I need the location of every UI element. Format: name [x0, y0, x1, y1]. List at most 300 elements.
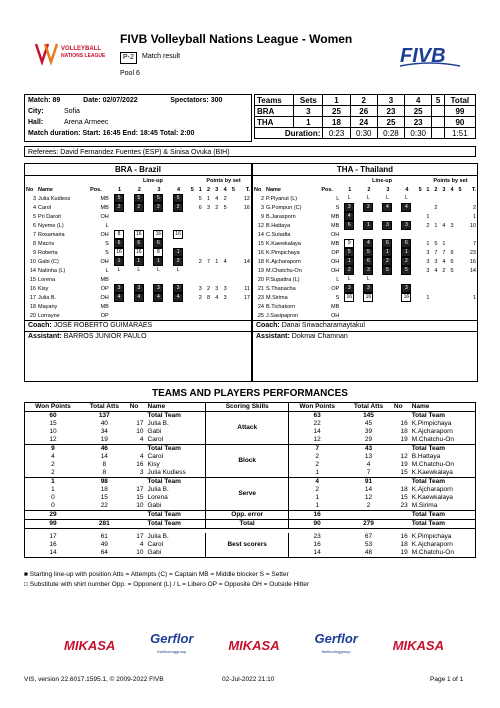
- perf-header: Won Points: [299, 403, 335, 410]
- lineup-cell: 1: [344, 257, 354, 266]
- lineup-cell: L: [176, 267, 180, 273]
- score-cell: 23: [405, 117, 432, 128]
- player-total: [238, 311, 251, 320]
- perf-cell: Total Team: [147, 445, 181, 452]
- perf-cell: 15: [400, 469, 408, 476]
- perf-cell: K.Pimpichaya: [411, 420, 452, 427]
- set-points: [432, 293, 440, 302]
- set-points: 4: [223, 258, 227, 265]
- lineup-cell: 8: [114, 230, 124, 239]
- player-row: [25, 230, 251, 239]
- set-points: 1: [426, 240, 430, 247]
- player-number: 16: [257, 249, 264, 256]
- assistant-name: BARROS JUNIOR PAULO: [63, 333, 147, 340]
- duration-label: Duration:: [255, 128, 323, 139]
- player-number: 20: [29, 312, 36, 319]
- player-row: [25, 257, 251, 266]
- perf-cell: 19: [400, 436, 408, 443]
- player-row: [25, 212, 251, 221]
- set-points: [440, 293, 448, 302]
- sponsor-logo: MIKASA: [64, 638, 116, 653]
- set-points: [456, 230, 464, 239]
- set-points: [432, 311, 440, 320]
- set-points: [221, 212, 229, 221]
- perf-cell: Julia B.: [147, 420, 169, 427]
- lineup-cell: L: [347, 276, 351, 282]
- player-number: 19: [257, 267, 264, 274]
- set-points: 5: [450, 267, 454, 274]
- column-header: Pos.: [321, 186, 333, 193]
- skill-name: Block: [206, 445, 289, 478]
- set-points: 2: [434, 204, 438, 211]
- set-number: 2: [206, 186, 211, 193]
- perf-cell: 4: [139, 541, 144, 548]
- set-points: [204, 239, 212, 248]
- set-points: [213, 239, 221, 248]
- team-name: THA - Thailand: [253, 164, 477, 176]
- player-total: [464, 275, 477, 284]
- lineup-cell: L: [405, 195, 408, 201]
- set-number: 4: [450, 186, 454, 193]
- set-points: [204, 275, 212, 284]
- player-name: C.Sutadta: [266, 231, 291, 238]
- set-number: 1: [198, 186, 202, 193]
- player-row: [25, 248, 251, 257]
- lineup-cell: 2: [153, 203, 163, 212]
- set-points: 2: [442, 267, 446, 274]
- set-points: 4: [442, 258, 446, 265]
- lineup-cell: 1: [134, 257, 144, 266]
- player-row: [253, 266, 477, 275]
- player-total: [238, 221, 251, 230]
- player-name: Rosamaria: [38, 231, 65, 238]
- assistant-name: Dokmai Chamnan: [291, 333, 348, 340]
- column-header: No: [26, 186, 34, 193]
- lineup-cell: 4: [363, 239, 373, 248]
- player-number: 6: [32, 222, 36, 229]
- perf-cell: 279: [363, 520, 374, 527]
- set-points: [440, 302, 448, 311]
- player-number: 12: [257, 222, 264, 229]
- perf-cell: K.Pimpichaya: [411, 533, 452, 540]
- set-points: [432, 284, 440, 293]
- player-position: OP: [100, 312, 109, 319]
- perf-cell: 12: [364, 494, 373, 501]
- set-points: [456, 248, 464, 257]
- perf-cell: 10: [136, 502, 144, 509]
- set-points: 1: [426, 294, 430, 301]
- set-points: [196, 248, 204, 257]
- perf-cell: 14: [49, 549, 57, 556]
- set-points: [196, 230, 204, 239]
- perf-cell: Carol: [147, 436, 164, 443]
- player-name: G.Pompun (C): [266, 204, 302, 211]
- perf-cell: Total Team: [411, 520, 446, 527]
- player-name: Nyeme (L): [38, 222, 64, 229]
- svg-text:NATIONS LEAGUE: NATIONS LEAGUE: [61, 53, 106, 59]
- duration-cell: 0:30: [405, 128, 432, 139]
- set-points: [204, 311, 212, 320]
- set-points: 6: [198, 204, 202, 211]
- set-points: [204, 212, 212, 221]
- perf-cell: 40: [100, 420, 108, 427]
- set-points: [440, 311, 448, 320]
- assistant-label: Assistant:: [256, 333, 290, 340]
- player-total: [238, 239, 251, 248]
- footer-page: Page 1 of 1: [430, 676, 464, 683]
- player-name: Roberta: [38, 249, 58, 256]
- player-total: [464, 284, 477, 293]
- set-number: 3: [386, 186, 390, 193]
- player-name: Kisy: [38, 285, 49, 292]
- player-position: MB: [100, 204, 109, 211]
- skill-name: Best scorers: [206, 533, 289, 558]
- perf-cell: 48: [364, 549, 373, 556]
- sponsor-logo: Gerflor theflooringgroup: [314, 631, 358, 654]
- perf-cell: 16: [49, 541, 57, 548]
- score-cell: 3: [294, 106, 323, 117]
- player-position: MB: [100, 276, 109, 283]
- player-name: P.Piyanut (L): [266, 195, 298, 202]
- score-header: 1: [323, 95, 350, 106]
- svg-text:FIVB: FIVB: [400, 45, 446, 67]
- column-header: T.: [245, 186, 250, 193]
- player-position: OP: [331, 249, 340, 256]
- player-row: [253, 239, 477, 248]
- set-number: 2: [137, 186, 141, 193]
- player-total: 16: [469, 258, 476, 265]
- lineup-cell: 6: [401, 239, 411, 248]
- perf-cell: 17: [136, 533, 144, 540]
- footer-datetime: 02-Jul-2022 21:10: [222, 676, 275, 683]
- lineup-cell: 2: [382, 257, 392, 266]
- set-points: [213, 230, 221, 239]
- set-number: 5: [418, 186, 422, 193]
- player-position: OH: [331, 267, 340, 274]
- lineup-cell: 5: [173, 194, 183, 203]
- set-points: [229, 257, 237, 266]
- perf-cell: 4: [139, 436, 144, 443]
- set-points: [196, 239, 204, 248]
- perf-cell: 43: [364, 445, 373, 452]
- lineup-cell: 3: [344, 284, 354, 293]
- lineup-cell: 5: [344, 248, 354, 257]
- lineup-cell: 16: [173, 230, 183, 239]
- player-number: 10: [29, 258, 36, 265]
- perf-header: No: [129, 403, 139, 410]
- match-info: [24, 94, 252, 142]
- score-cell: 25: [377, 117, 404, 128]
- city-label: City:: [28, 108, 44, 115]
- lineup-cell: 9: [344, 239, 354, 248]
- lineup-cell: 16: [363, 293, 373, 302]
- perf-cell: 13: [364, 453, 373, 460]
- player-number: 9: [32, 249, 36, 256]
- player-position: MB: [331, 222, 340, 229]
- lineup-cell: 4: [401, 203, 411, 212]
- set-points: [440, 284, 448, 293]
- set-number: 1: [348, 186, 352, 193]
- player-total: 1: [472, 213, 476, 220]
- perf-cell: 4: [51, 453, 55, 460]
- perf-cell: 63: [313, 412, 321, 419]
- perf-cell: 18: [400, 486, 408, 493]
- perf-cell: 0: [51, 502, 55, 509]
- set-number: 3: [442, 186, 446, 193]
- match-date: Date: 02/07/2022: [83, 97, 138, 104]
- player-total: 10: [469, 222, 476, 229]
- perf-cell: Carol: [147, 453, 164, 460]
- lineup-cell: L: [366, 195, 370, 201]
- lineup-cell: 16: [134, 248, 144, 257]
- perf-cell: K.Ajcharaporn: [411, 428, 453, 435]
- set-points: [221, 230, 229, 239]
- set-points: 3: [426, 249, 430, 256]
- set-points: [196, 275, 204, 284]
- player-name: Julia Kudiess: [38, 195, 71, 202]
- player-number: 16: [29, 285, 36, 292]
- svg-text:VOLLEYBALL: VOLLEYBALL: [61, 46, 101, 52]
- perf-cell: 1: [51, 486, 55, 493]
- lineup-cell: 16: [134, 230, 144, 239]
- perf-cell: B.Hattaya: [411, 453, 441, 460]
- lineup-cell: 2: [173, 203, 183, 212]
- column-header: Pos.: [90, 186, 102, 193]
- lineup-cell: 4: [134, 293, 144, 302]
- set-points: [440, 230, 448, 239]
- set-points: [229, 275, 237, 284]
- lineup-cell: L: [386, 195, 389, 201]
- sponsor-logo: MIKASA: [392, 638, 444, 653]
- set-points: 4: [434, 267, 438, 274]
- set-points: 5: [198, 195, 202, 202]
- city-value: Sofia: [64, 108, 80, 115]
- set-points: [448, 302, 456, 311]
- duration-cell: 1:51: [444, 128, 475, 139]
- score-header: 3: [377, 95, 404, 106]
- player-name: K.Ajcharaporn: [266, 258, 301, 265]
- player-total: 11: [244, 285, 250, 292]
- skill-name: Serve: [206, 478, 289, 511]
- perf-cell: 19: [400, 549, 408, 556]
- player-row: [25, 275, 251, 284]
- set-points: 3: [426, 267, 430, 274]
- perf-cell: 22: [100, 502, 108, 509]
- lineup-cell: 2: [114, 203, 124, 212]
- perf-cell: [392, 520, 410, 529]
- set-points: [448, 293, 456, 302]
- sponsor-logo: MIKASA: [228, 638, 280, 653]
- perf-cell: 18: [400, 541, 408, 548]
- perf-cell: 17: [49, 533, 57, 540]
- score-header: Teams: [255, 95, 294, 106]
- duration-cell: 0:30: [350, 128, 377, 139]
- lineup-cell: 2: [344, 266, 354, 275]
- set-points: 3: [215, 285, 219, 292]
- score-cell: 23: [377, 106, 404, 117]
- lineup-cell: 6: [344, 221, 354, 230]
- set-points: [456, 239, 464, 248]
- perf-cell: 14: [313, 549, 321, 556]
- score-cell: 26: [350, 106, 377, 117]
- perf-cell: K.Kaewkalaya: [411, 494, 453, 501]
- lineup-cell: 4: [153, 293, 163, 302]
- perf-cell: Lorena: [147, 494, 168, 501]
- perf-cell: 2: [366, 502, 371, 509]
- perf-cell: Julia B.: [147, 533, 169, 540]
- player-position: L: [105, 267, 109, 274]
- set-points: [213, 248, 221, 257]
- perf-cell: 2: [315, 461, 319, 468]
- player-name: Pri Daroit: [38, 213, 61, 220]
- score-cell: BRA: [255, 106, 294, 117]
- score-cell: 18: [323, 117, 350, 128]
- perf-cell: 45: [364, 420, 373, 427]
- lineup-cell: 6: [114, 239, 124, 248]
- set-points: [213, 212, 221, 221]
- perf-cell: 99: [49, 520, 57, 527]
- player-row: [253, 284, 477, 293]
- perf-cell: Total Team: [147, 478, 181, 485]
- perf-cell: 1: [51, 478, 55, 485]
- set-points: [221, 275, 229, 284]
- player-number: 8: [32, 240, 36, 247]
- perf-cell: 2: [51, 469, 55, 476]
- player-position: L: [336, 195, 340, 202]
- set-points: [456, 284, 464, 293]
- perf-cell: 23: [400, 502, 408, 509]
- lineup-header: Line-up: [372, 177, 392, 184]
- player-row: [25, 203, 251, 212]
- team-name: BRA - Brazil: [25, 164, 251, 176]
- score-cell: 1: [294, 117, 323, 128]
- perf-cell: 15: [100, 494, 108, 501]
- column-header: Name: [266, 186, 281, 193]
- set-points: [229, 239, 237, 248]
- perf-cell: 16: [313, 541, 321, 548]
- player-name: B.Jarasporn: [266, 213, 296, 220]
- lineup-cell: 5: [153, 194, 163, 203]
- lineup-cell: 2: [363, 203, 373, 212]
- player-total: [238, 302, 251, 311]
- player-number: 9: [260, 213, 264, 220]
- set-points: [424, 230, 432, 239]
- perf-cell: 14: [364, 486, 373, 493]
- player-position: OH: [100, 231, 109, 238]
- pool-label: Pool 6: [120, 70, 140, 77]
- fivb-logo: [398, 42, 462, 70]
- set-points: [424, 284, 432, 293]
- player-name: S.Thanacha: [266, 285, 296, 292]
- player-row: [253, 212, 477, 221]
- player-row: [253, 221, 477, 230]
- player-total: [464, 302, 477, 311]
- set-points: 2: [206, 285, 211, 292]
- player-total: [464, 230, 477, 239]
- set-points: [448, 275, 456, 284]
- lineup-cell: L: [366, 276, 370, 282]
- set-points: [229, 302, 237, 311]
- set-points: [448, 203, 456, 212]
- lineup-cell: 16: [153, 230, 163, 239]
- player-name: P.Supattra (L): [266, 276, 300, 283]
- lineup-cell: 6: [363, 257, 373, 266]
- perf-cell: 2: [51, 461, 55, 468]
- perf-cell: 1: [315, 494, 319, 501]
- set-points: [456, 275, 464, 284]
- perf-cell: 7: [366, 469, 371, 476]
- set-points: 1: [442, 240, 446, 247]
- perf-cell: Julia Kudiess: [147, 469, 186, 476]
- lineup-cell: 1: [173, 248, 183, 257]
- report-subtitle: Match result: [142, 53, 181, 60]
- player-row: [253, 230, 477, 239]
- player-name: B.Hattaya: [266, 222, 291, 229]
- match-number: Match: 89: [28, 97, 61, 104]
- player-total: 23: [469, 249, 476, 256]
- coach-name: JOSÉ ROBERTO GUIMARAES: [53, 322, 153, 329]
- score-cell: [432, 117, 445, 128]
- player-position: S: [105, 249, 109, 256]
- lineup-cell: 2: [134, 203, 144, 212]
- page-title: FIVB Volleyball Nations League - Women: [120, 32, 353, 46]
- set-points: [204, 230, 212, 239]
- lineup-cell: 5: [114, 194, 124, 203]
- player-name: J.Sasipapron: [266, 312, 299, 319]
- perf-cell: Total Team: [411, 445, 446, 452]
- lineup-cell: L: [137, 267, 141, 273]
- lineup-cell: 3: [134, 284, 144, 293]
- coach-label: Coach:: [28, 322, 52, 329]
- lineup-cell: 1: [363, 221, 373, 230]
- player-position: OH: [100, 258, 109, 265]
- set-points: [424, 194, 432, 203]
- player-position: OH: [100, 213, 109, 220]
- perf-cell: K.Ajcharaporn: [411, 486, 453, 493]
- perf-header: Won Points: [35, 403, 71, 410]
- set-points: 3: [450, 222, 454, 229]
- perf-cell: [128, 445, 146, 454]
- set-points: 2: [198, 258, 202, 265]
- set-points: 6: [450, 258, 454, 265]
- set-points: 7: [434, 249, 438, 256]
- player-name: M.Sirima: [266, 294, 288, 301]
- score-cell: 90: [444, 117, 475, 128]
- player-total: [464, 194, 477, 203]
- player-total: 1: [472, 294, 476, 301]
- player-name: Lorrayne: [38, 312, 60, 319]
- lineup-cell: 6: [153, 239, 163, 248]
- player-name: Lorena: [38, 276, 56, 283]
- perf-cell: 19: [400, 461, 408, 468]
- set-points: [213, 311, 221, 320]
- set-points: [432, 302, 440, 311]
- set-points: 2: [223, 195, 227, 202]
- score-cell: 25: [405, 106, 432, 117]
- lineup-table: [25, 176, 251, 320]
- lineup-cell: 3: [173, 284, 183, 293]
- player-total: 14: [243, 258, 250, 265]
- perf-cell: 9: [51, 445, 55, 452]
- lineup-cell: 16: [401, 293, 411, 302]
- set-points: [221, 248, 229, 257]
- report-code: P-2: [120, 52, 137, 64]
- set-points: [440, 203, 448, 212]
- set-number: 5: [231, 186, 235, 193]
- lineup-cell: 3: [401, 221, 411, 230]
- set-points: [213, 275, 221, 284]
- lineup-cell: 4: [173, 293, 183, 302]
